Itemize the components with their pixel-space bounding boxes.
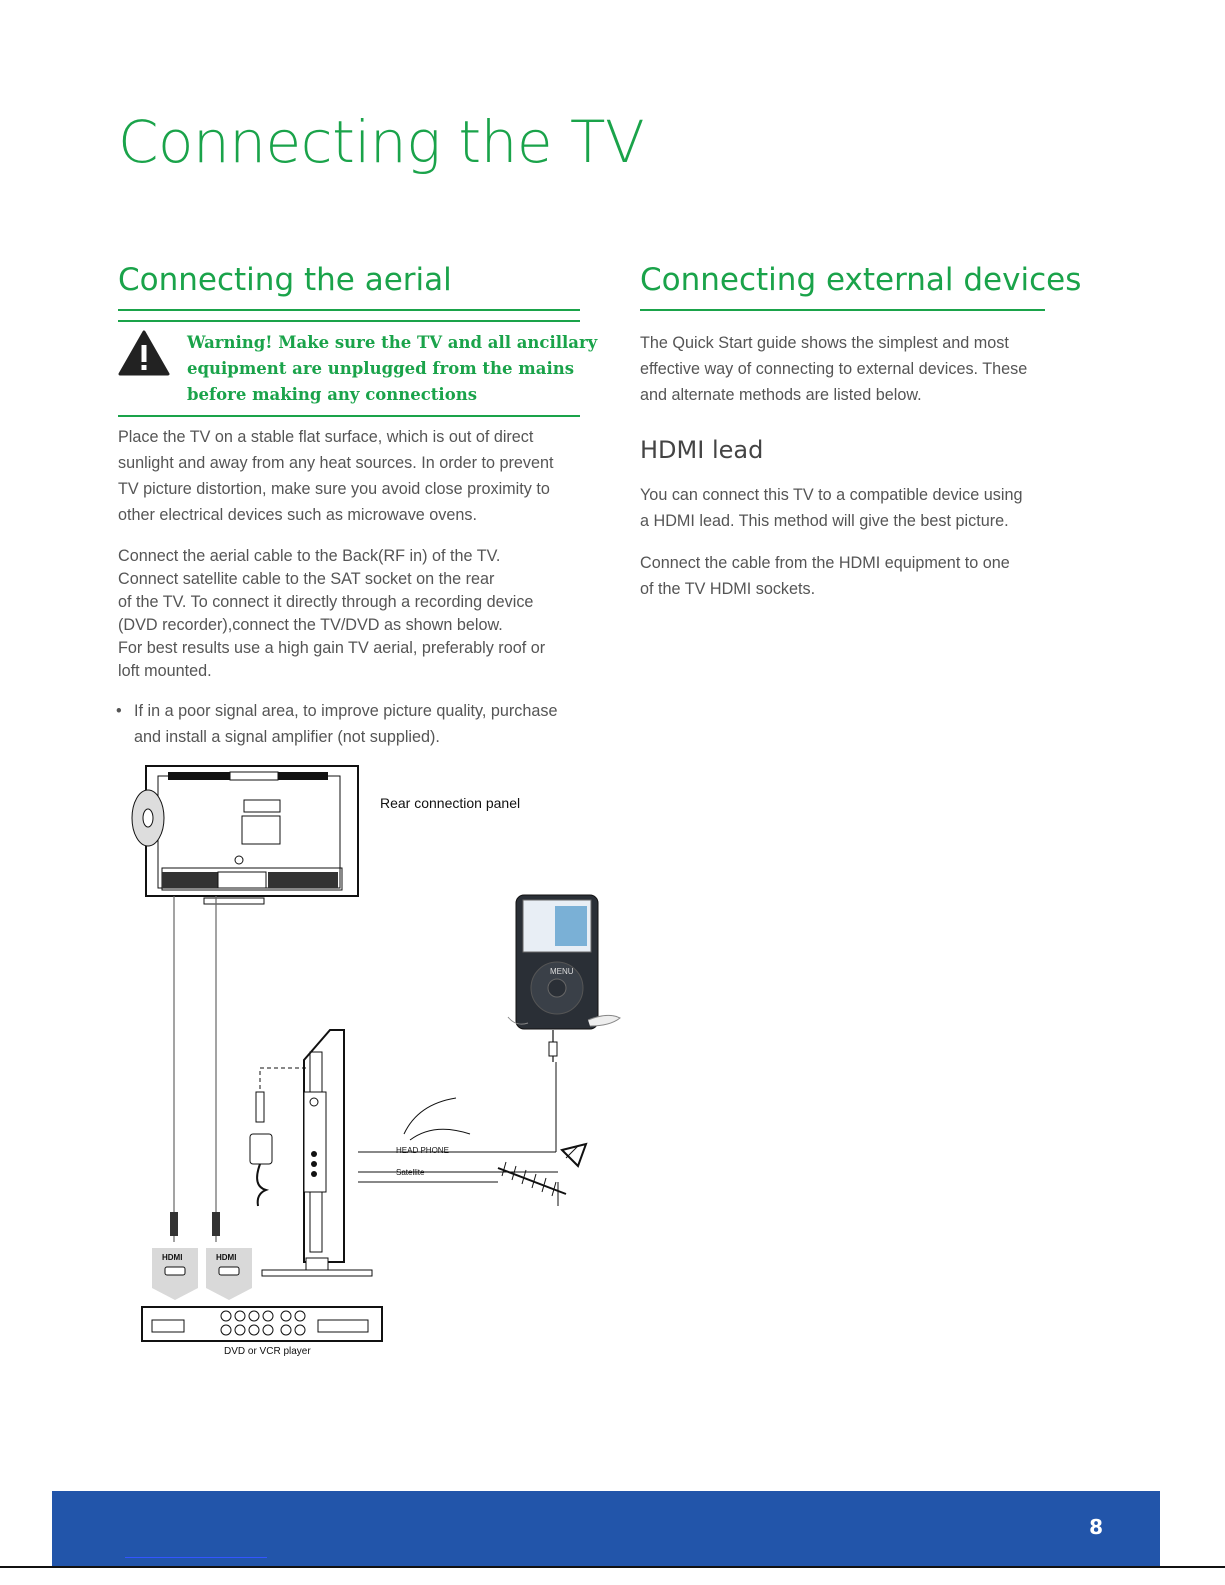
warning-bottom-rule: [118, 415, 580, 417]
text-line: You can connect this TV to a compatible device using: [640, 486, 1023, 504]
placement-paragraph: [118, 424, 588, 528]
text-line: Connect the cable from the HDMI equipment to one: [640, 554, 1010, 572]
text-line: TV picture distortion, make sure you avoid close proximity to: [118, 480, 550, 498]
text-line: of the TV. To connect it directly through a recording device: [118, 593, 534, 611]
text-line: a HDMI lead. This method will give the best picture.: [640, 512, 1009, 530]
satellite-dish-icon: [562, 1144, 586, 1166]
amplifier-bullet: [116, 698, 588, 750]
warning-line-1: Warning! Make sure the TV and all ancillary: [187, 333, 598, 352]
hdmi-paragraph-1: [640, 482, 1060, 534]
intro-paragraph: [640, 330, 1060, 408]
hdmi-badge-2: [206, 1248, 252, 1300]
text-line: sunlight and away from any heat sources. In order to prevent: [118, 454, 554, 472]
warning-line-2: equipment are unplugged from the mains: [187, 359, 574, 378]
aerial-heading-rule: [118, 309, 580, 311]
page-title: Connecting the TV: [118, 108, 645, 176]
text-line: and alternate methods are listed below.: [640, 386, 922, 404]
bottom-border: [0, 1566, 1225, 1568]
tv-side-view: [262, 1030, 372, 1276]
text-line: If in a poor signal area, to improve picture quality, purchase: [134, 702, 558, 720]
headphone-label: HEAD PHONE: [396, 1146, 449, 1155]
hdmi-badge-1: [152, 1248, 198, 1300]
text-line: and install a signal amplifier (not supplied).: [134, 728, 440, 746]
bullet-dot: •: [116, 702, 122, 720]
bottom-link-underline: [125, 1557, 267, 1558]
text-line: (DVD recorder),connect the TV/DVD as shown below.: [118, 616, 503, 634]
warning-icon: [118, 330, 170, 383]
text-line: Connect the aerial cable to the Back(RF in) of the TV.: [118, 547, 501, 565]
text-line: effective way of connecting to external devices. These: [640, 360, 1028, 378]
hdmi-label-1: HDMI: [162, 1253, 183, 1262]
hdmi-paragraph-2: [640, 550, 1060, 602]
page-number: 8: [1089, 1515, 1103, 1539]
hdmi-lead-heading: HDMI lead: [640, 436, 764, 464]
tv-rear-panel: [132, 766, 358, 904]
player-label: DVD or VCR player: [224, 1346, 311, 1357]
text-line: Connect satellite cable to the SAT socket on the rear: [118, 570, 495, 588]
connection-diagram: [118, 762, 638, 1367]
text-line: other electrical devices such as microwave ovens.: [118, 506, 477, 524]
satellite-label: Satellite: [396, 1168, 425, 1177]
warning-line-3: before making any connections: [187, 385, 477, 404]
dvd-player: [142, 1307, 382, 1341]
ipod-menu-label: MENU: [550, 967, 574, 976]
text-line: Place the TV on a stable flat surface, which is out of direct: [118, 428, 534, 446]
text-line: For best results use a high gain TV aerial, preferably roof or: [118, 639, 546, 657]
text-line: loft mounted.: [118, 662, 212, 680]
aerial-antenna-icon: [498, 1162, 566, 1206]
text-line: The Quick Start guide shows the simplest and most: [640, 334, 1009, 352]
aerial-paragraph: [118, 545, 588, 683]
rear-panel-label: Rear connection panel: [380, 795, 521, 811]
external-heading-rule: [640, 309, 1045, 311]
aerial-heading: Connecting the aerial: [118, 262, 452, 298]
hdmi-label-2: HDMI: [216, 1253, 237, 1262]
warning-top-rule: [118, 320, 580, 322]
external-devices-heading: Connecting external devices: [640, 262, 1082, 298]
footer-bar: [52, 1491, 1160, 1567]
text-line: of the TV HDMI sockets.: [640, 580, 816, 598]
ipod-device: [508, 895, 620, 1062]
warning-message: [187, 330, 597, 408]
